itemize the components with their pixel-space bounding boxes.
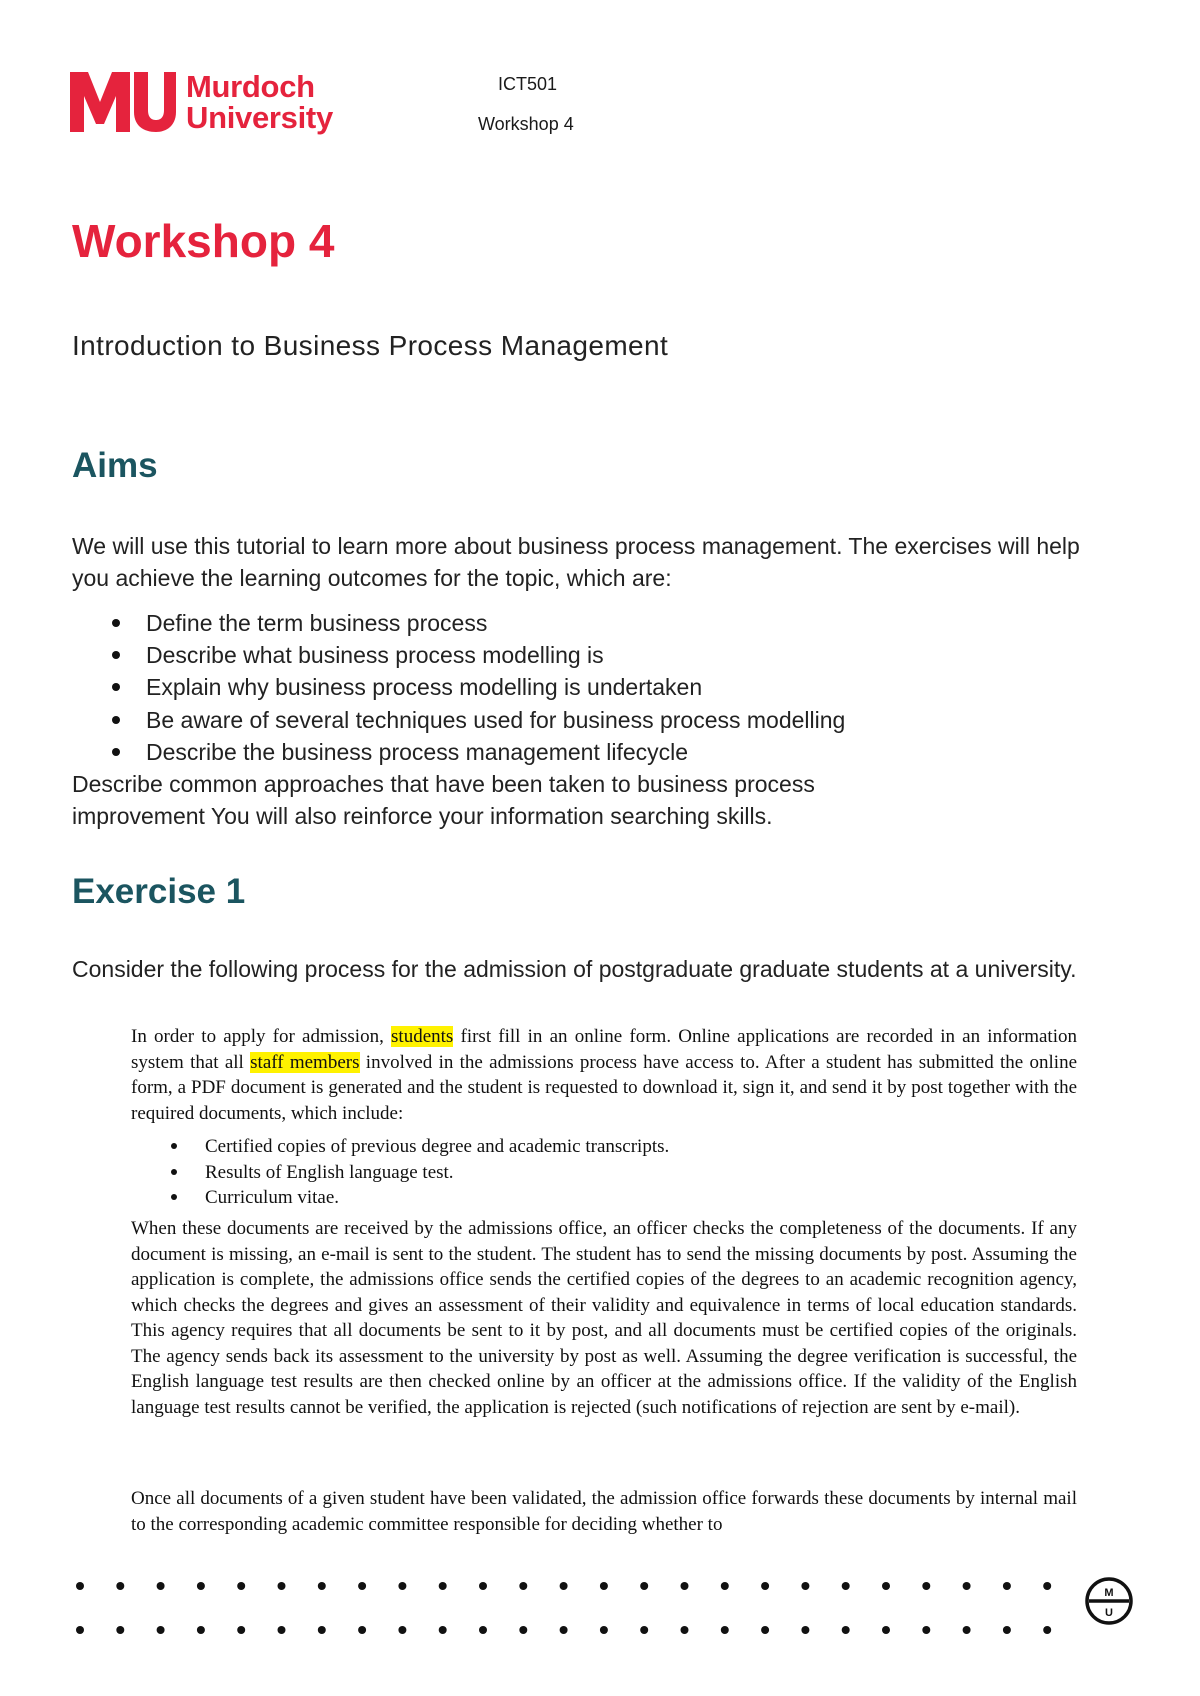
bullet-icon: [171, 1194, 177, 1200]
outcome-text: Be aware of several techniques used for business process modelling: [146, 706, 846, 733]
decorative-dot: [76, 1626, 84, 1634]
decorative-dot: [278, 1582, 286, 1590]
paragraph-text: involved in the admissions process have access to. After a student has submitted the online form, a PDF document is generated and the student is requested to download it, sign it, and send it by post together with the required documents, which include:: [131, 1051, 1078, 1124]
decorative-dot: [318, 1582, 326, 1590]
decorative-dot: [640, 1582, 648, 1590]
decorative-dot: [842, 1626, 850, 1634]
decorative-dot: [519, 1582, 527, 1590]
decorative-dot: [600, 1582, 608, 1590]
header-course-code: ICT501: [498, 74, 558, 94]
list-item: [131, 1185, 669, 1211]
bullet-icon: [171, 1169, 177, 1175]
outcome-text: Describe what business process modelling is: [146, 642, 604, 669]
aims-closing-line-1: Describe common approaches that have been taken to business process: [72, 771, 815, 797]
footer-dot-pattern: [0, 1560, 1200, 1660]
aims-closing-line-2: improvement You will also reinforce your information searching skills.: [72, 803, 773, 829]
decorative-dot: [882, 1582, 890, 1590]
decorative-dot: [963, 1626, 971, 1634]
decorative-dot: [116, 1626, 124, 1634]
paragraph-text: first fill in an online form. Online applications are recorded in an information system that all: [131, 1026, 1077, 1073]
decorative-dot: [318, 1626, 326, 1634]
outcome-text: Explain why business process modelling is undertaken: [146, 674, 703, 701]
process-paragraph-2: When these documents are received by the admissions office, an officer checks the completeness of the documents. If any document is missing, an e-mail is sent to the student. The student has to send the missing documents by post. Assuming the application is complete, the admissions office sends the certified copies of the degrees to an academic recognition agency, which checks the degrees and gives an assessment of their validity and equivalence in terms of local education standards. This agency requires that all documents be sent to it by post, and all documents must be certified copies of the originals. The agency sends back its assessment to the university by post as well. Assuming the degree verification is successful, the English language test results are then checked online by an officer at the admissions office. If the validity of the English language test results cannot be verified, the application is rejected (such notifications of rejection are sent by e-mail).: [131, 1218, 1077, 1418]
aims-intro: We will use this tutorial to learn more about business process management. The exercises will help you achieve the learning outcomes for the topic, which are:: [72, 533, 1080, 591]
page-subtitle: Introduction to Business Process Management: [72, 330, 669, 361]
exercise-1-intro: Consider the following process for the admission of postgraduate graduate students at a university.: [72, 956, 1077, 982]
decorative-dot: [479, 1582, 487, 1590]
decorative-dot: [157, 1582, 165, 1590]
decorative-dot: [1003, 1582, 1011, 1590]
list-item: [72, 607, 845, 639]
murdoch-university-logo: [70, 68, 333, 133]
decorative-dot: [398, 1626, 406, 1634]
list-item: [131, 1160, 669, 1186]
decorative-dot: [76, 1582, 84, 1590]
aims-heading: Aims: [72, 446, 158, 485]
decorative-dot: [922, 1582, 930, 1590]
decorative-dot: [922, 1626, 930, 1634]
learning-outcomes-list: [72, 607, 845, 768]
bullet-icon: [112, 683, 120, 691]
list-item: [72, 671, 845, 703]
logo-line-1: Murdoch: [186, 69, 315, 104]
decorative-dot: [1043, 1626, 1051, 1634]
decorative-dot: [1003, 1626, 1011, 1634]
decorative-dot: [237, 1626, 245, 1634]
decorative-dot: [439, 1626, 447, 1634]
outcome-text: Describe the business process management lifecycle: [146, 738, 689, 765]
page-title: Workshop 4: [72, 215, 335, 267]
header-workshop-label: Workshop 4: [478, 114, 574, 134]
decorative-dot: [761, 1582, 769, 1590]
list-item: [72, 736, 845, 768]
exercise-1-heading: Exercise 1: [72, 872, 246, 911]
decorative-dot: [640, 1626, 648, 1634]
decorative-dot: [439, 1582, 447, 1590]
process-paragraph-1: [131, 1024, 1077, 1126]
logo-line-2: University: [186, 100, 333, 135]
decorative-dot: [398, 1582, 406, 1590]
decorative-dot: [157, 1626, 165, 1634]
decorative-dot: [681, 1626, 689, 1634]
bullet-icon: [171, 1143, 177, 1149]
bullet-icon: [112, 748, 120, 756]
document-text: Results of English language test.: [205, 1161, 454, 1183]
badge-letter-m: M: [1104, 1587, 1114, 1599]
outcome-text: Define the term business process: [146, 610, 488, 636]
mu-logo-mark-icon: [70, 68, 176, 132]
bullet-icon: [112, 716, 120, 724]
decorative-dot: [600, 1626, 608, 1634]
decorative-dot: [681, 1582, 689, 1590]
decorative-dot: [519, 1626, 527, 1634]
decorative-dot: [721, 1582, 729, 1590]
decorative-dot: [560, 1582, 568, 1590]
decorative-dot: [801, 1626, 809, 1634]
badge-letter-u: U: [1105, 1607, 1113, 1619]
required-documents-list: [131, 1134, 669, 1211]
list-item: [131, 1134, 669, 1160]
decorative-dot: [237, 1582, 245, 1590]
decorative-dot: [197, 1626, 205, 1634]
decorative-dot: [560, 1626, 568, 1634]
bullet-icon: [112, 619, 120, 627]
decorative-dot: [116, 1582, 124, 1590]
decorative-dot: [761, 1626, 769, 1634]
mu-badge-icon: [1084, 1576, 1134, 1626]
decorative-dot: [842, 1582, 850, 1590]
process-paragraph-3: Once all documents of a given student have been validated, the admission office forwards these documents by internal mail to the corresponding academic committee responsible for deciding whether to: [131, 1488, 1077, 1535]
decorative-dot: [278, 1626, 286, 1634]
decorative-dot: [197, 1582, 205, 1590]
paragraph-text: In order to apply for admission,: [131, 1026, 392, 1047]
aims-closing-text: [72, 768, 1122, 832]
decorative-dot: [801, 1582, 809, 1590]
decorative-dot: [963, 1582, 971, 1590]
logo-wordmark: [186, 71, 333, 133]
highlighted-students: students: [391, 1026, 454, 1047]
decorative-dot: [721, 1626, 729, 1634]
list-item: [72, 704, 845, 736]
list-item: [72, 639, 845, 671]
document-text: Curriculum vitae.: [205, 1187, 340, 1208]
decorative-dot: [358, 1582, 366, 1590]
decorative-dot: [1043, 1582, 1051, 1590]
decorative-dot: [882, 1626, 890, 1634]
decorative-dot: [479, 1626, 487, 1634]
decorative-dot: [358, 1626, 366, 1634]
document-text: Certified copies of previous degree and academic transcripts.: [205, 1136, 670, 1157]
highlighted-staff-members: staff members: [250, 1051, 360, 1073]
bullet-icon: [112, 651, 120, 659]
